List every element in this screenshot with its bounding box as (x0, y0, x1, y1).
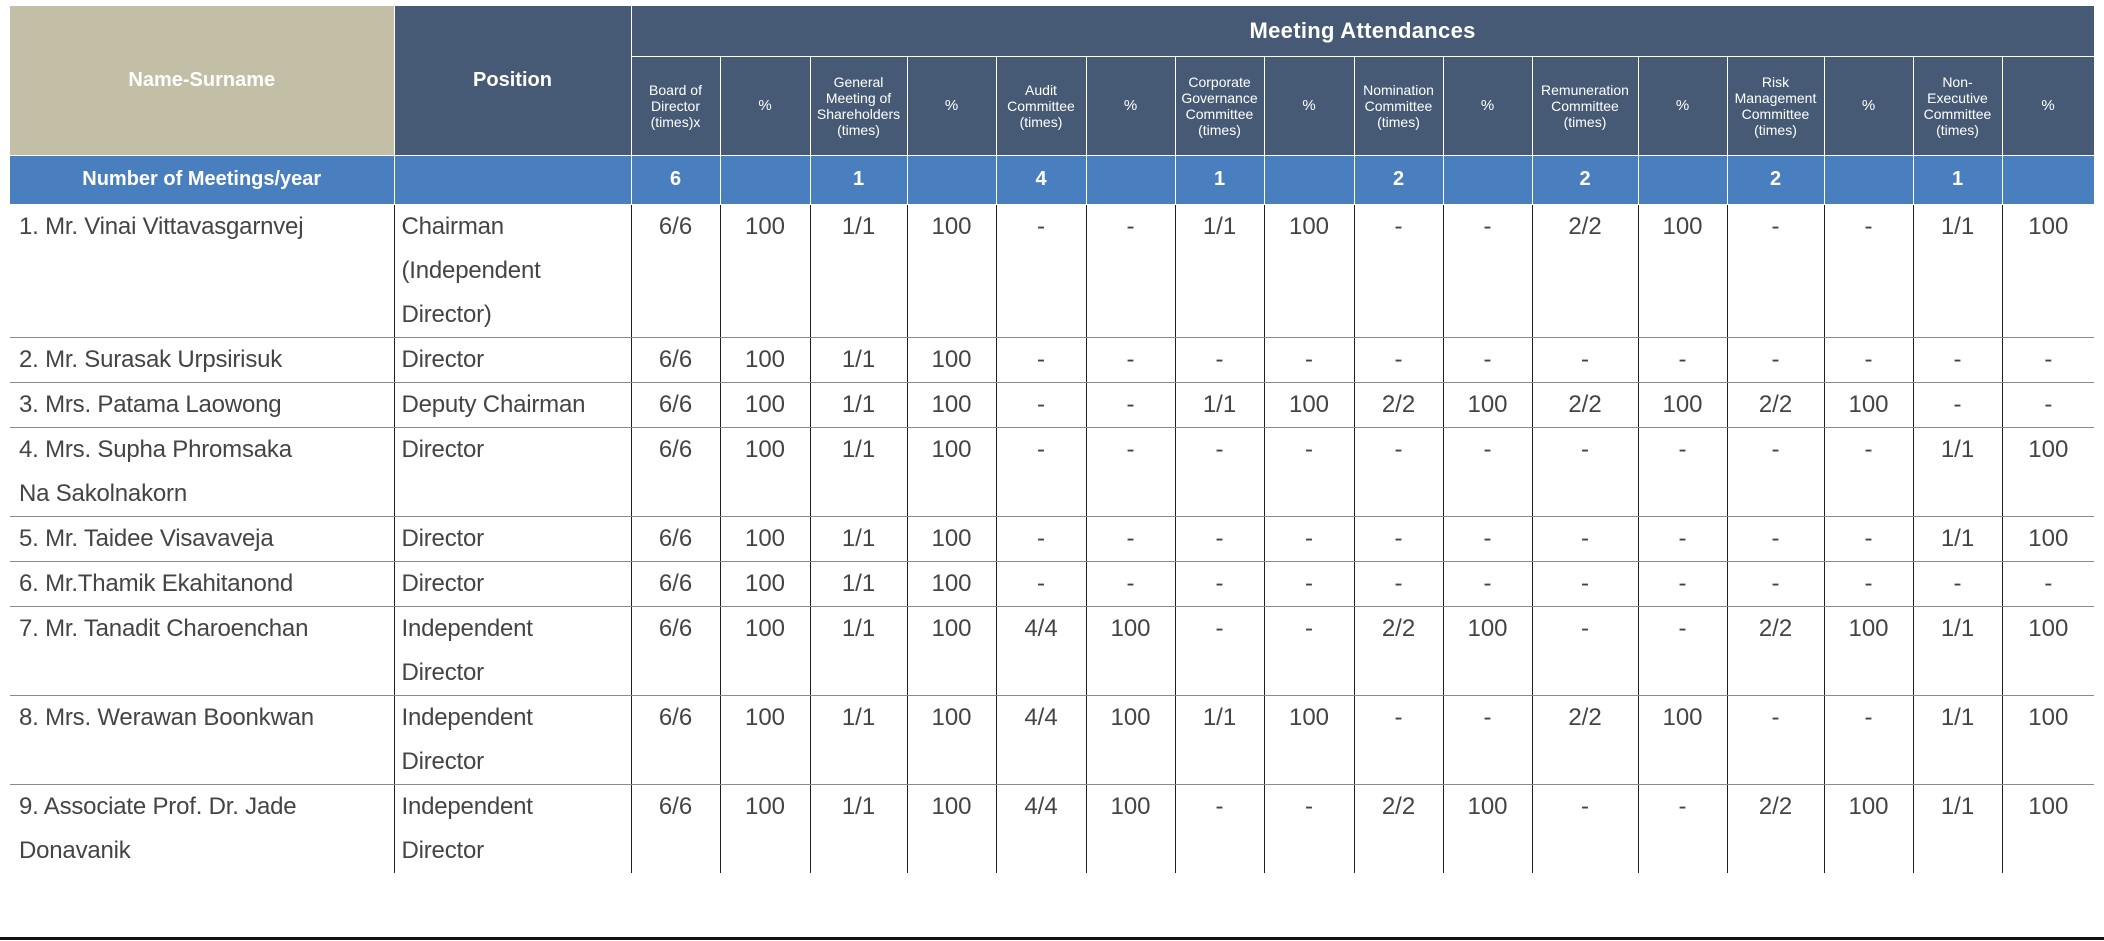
table-row (10, 695, 2094, 784)
column-header-board-pct: % (720, 56, 810, 155)
attendance-cell: 100 (720, 516, 810, 561)
attendance-cell: 100 (720, 204, 810, 337)
attendance-cell: - (1824, 427, 1913, 516)
director-position-line2: (Independent Director) (401, 256, 541, 328)
column-header-governance-pct: % (1264, 56, 1354, 155)
attendance-cell: - (1354, 516, 1443, 561)
attendance-cell: 100 (2002, 516, 2094, 561)
meetings-count: 6 (631, 155, 720, 204)
attendance-cell: 100 (1638, 382, 1727, 427)
director-position: Independent (401, 703, 533, 731)
meetings-count: 2 (1532, 155, 1638, 204)
attendance-cell: 6/6 (631, 337, 720, 382)
director-name-cell (10, 606, 394, 695)
director-name: 8. Mrs. Werawan Boonkwan (19, 703, 314, 731)
column-header-non-executive: Non-Executive Committee (times) (1913, 56, 2002, 155)
attendance-cell: 6/6 (631, 427, 720, 516)
attendance-cell: - (1532, 516, 1638, 561)
director-position: Director (401, 524, 484, 552)
column-header-risk-pct: % (1824, 56, 1913, 155)
attendance-cell: 2/2 (1354, 784, 1443, 873)
director-name-cell (10, 427, 394, 516)
attendance-cell: 100 (907, 337, 996, 382)
director-position: Director (401, 435, 484, 463)
attendance-cell: - (996, 561, 1086, 606)
attendance-cell: - (1175, 606, 1264, 695)
director-position-cell (394, 561, 631, 606)
attendance-cell: - (1086, 427, 1175, 516)
position-header: Position (394, 6, 631, 155)
attendance-cell: - (1086, 382, 1175, 427)
director-position-line2: Director (401, 658, 484, 686)
attendance-cell: - (1824, 204, 1913, 337)
attendance-cell: - (1638, 337, 1727, 382)
attendance-cell: 1/1 (1913, 204, 2002, 337)
attendance-cell: 100 (720, 427, 810, 516)
director-position: Director (401, 345, 484, 373)
column-header-remuneration-pct: % (1638, 56, 1727, 155)
table-row (10, 382, 2094, 427)
attendance-cell: - (1532, 337, 1638, 382)
attendance-cell: 2/2 (1532, 204, 1638, 337)
attendance-cell: - (996, 382, 1086, 427)
meetings-per-year-label: Number of Meetings/year (10, 155, 394, 204)
attendance-cell: - (1443, 516, 1532, 561)
director-name-cell (10, 695, 394, 784)
attendance-cell: - (1913, 561, 2002, 606)
director-position: Director (401, 569, 484, 597)
table-row (10, 784, 2094, 873)
director-name-cell (10, 337, 394, 382)
attendance-cell: 6/6 (631, 561, 720, 606)
attendance-cell: 100 (2002, 427, 2094, 516)
attendance-cell: 100 (1264, 204, 1354, 337)
attendance-cell: 1/1 (1913, 516, 2002, 561)
attendance-cell: - (1443, 561, 1532, 606)
attendance-cell: - (1086, 516, 1175, 561)
attendance-cell: 100 (2002, 695, 2094, 784)
meetings-count (907, 155, 996, 204)
table-row (10, 606, 2094, 695)
attendance-cell: - (1175, 427, 1264, 516)
attendance-cell: 2/2 (1532, 695, 1638, 784)
attendance-cell: - (996, 427, 1086, 516)
attendance-cell: - (1638, 784, 1727, 873)
director-position-line2: Director (401, 747, 484, 775)
attendance-cell: - (1086, 561, 1175, 606)
director-position-cell (394, 695, 631, 784)
director-name: 3. Mrs. Patama Laowong (19, 390, 282, 418)
meetings-per-year-position (394, 155, 631, 204)
attendance-cell: 100 (1443, 382, 1532, 427)
director-name-line2: Na Sakolnakorn (19, 479, 187, 507)
attendance-cell: 4/4 (996, 784, 1086, 873)
column-header-board: Board of Director (times)x (631, 56, 720, 155)
attendance-cell: - (1727, 561, 1824, 606)
attendance-cell: - (1638, 606, 1727, 695)
attendance-cell: - (1913, 382, 2002, 427)
director-position: Independent (401, 792, 533, 820)
attendance-cell: 1/1 (810, 427, 907, 516)
director-name-cell (10, 561, 394, 606)
director-position-cell (394, 337, 631, 382)
attendance-cell: - (1824, 561, 1913, 606)
attendance-cell: 100 (907, 204, 996, 337)
meetings-count (1638, 155, 1727, 204)
attendance-cell: 100 (720, 337, 810, 382)
attendance-cell: - (996, 516, 1086, 561)
attendance-cell: 1/1 (810, 337, 907, 382)
table-row (10, 337, 2094, 382)
attendance-cell: 1/1 (810, 606, 907, 695)
director-position-cell (394, 784, 631, 873)
director-position-cell (394, 382, 631, 427)
attendance-cell: 1/1 (1175, 695, 1264, 784)
director-rows (10, 204, 2094, 873)
attendance-cell: 4/4 (996, 695, 1086, 784)
column-header-risk: Risk Management Committee (times) (1727, 56, 1824, 155)
attendance-cell: 100 (907, 784, 996, 873)
table-row (10, 204, 2094, 337)
attendance-cell: 1/1 (810, 561, 907, 606)
meetings-count (2002, 155, 2094, 204)
attendance-cell: - (1443, 204, 1532, 337)
meetings-count: 1 (810, 155, 907, 204)
attendance-cell: - (1727, 427, 1824, 516)
column-header-nomination-pct: % (1443, 56, 1532, 155)
attendance-cell: 1/1 (1913, 427, 2002, 516)
attendance-cell: - (1175, 516, 1264, 561)
attendance-cell: - (1086, 204, 1175, 337)
attendance-cell: - (1638, 561, 1727, 606)
attendance-cell: - (1638, 427, 1727, 516)
attendance-cell: 6/6 (631, 204, 720, 337)
meetings-count: 1 (1913, 155, 2002, 204)
attendance-cell: 100 (907, 695, 996, 784)
director-name-cell (10, 382, 394, 427)
attendance-cell: - (1175, 337, 1264, 382)
column-header-audit-pct: % (1086, 56, 1175, 155)
name-surname-header: Name-Surname (10, 6, 394, 155)
meeting-attendance-table (10, 6, 2095, 873)
attendance-cell: 1/1 (810, 516, 907, 561)
attendance-cell: 100 (2002, 784, 2094, 873)
attendance-cell: - (1264, 516, 1354, 561)
meetings-count: 1 (1175, 155, 1264, 204)
attendance-cell: 1/1 (810, 204, 907, 337)
attendance-cell: 6/6 (631, 695, 720, 784)
attendance-cell: - (1354, 695, 1443, 784)
attendance-cell: 1/1 (1913, 606, 2002, 695)
attendance-cell: 100 (2002, 204, 2094, 337)
attendance-cell: 6/6 (631, 784, 720, 873)
attendance-cell: 2/2 (1727, 606, 1824, 695)
director-name: 5. Mr. Taidee Visavaveja (19, 524, 274, 552)
director-name: 4. Mrs. Supha Phromsaka (19, 435, 292, 463)
attendance-cell: 100 (1086, 695, 1175, 784)
attendance-cell: 100 (1824, 784, 1913, 873)
meetings-count: 2 (1354, 155, 1443, 204)
attendance-cell: 100 (1443, 606, 1532, 695)
director-position-cell (394, 606, 631, 695)
director-position-cell (394, 516, 631, 561)
attendance-cell: - (1824, 516, 1913, 561)
attendance-cell: 100 (1264, 695, 1354, 784)
director-name: 1. Mr. Vinai Vittavasgarnvej (19, 212, 304, 240)
column-header-nomination: Nomination Committee (times) (1354, 56, 1443, 155)
attendance-cell: - (1354, 337, 1443, 382)
attendance-cell: 6/6 (631, 516, 720, 561)
meetings-count (1824, 155, 1913, 204)
director-name: 9. Associate Prof. Dr. Jade Donavanik (19, 792, 297, 864)
attendance-cell: - (1727, 204, 1824, 337)
attendance-cell: - (2002, 337, 2094, 382)
director-name: 7. Mr. Tanadit Charoenchan (19, 614, 309, 642)
meetings-count (1443, 155, 1532, 204)
attendance-cell: 100 (907, 427, 996, 516)
attendance-cell: - (1354, 427, 1443, 516)
attendance-cell: - (1443, 337, 1532, 382)
director-position-line2: Director (401, 836, 484, 864)
attendance-cell: - (1264, 606, 1354, 695)
attendance-cell: 100 (1824, 382, 1913, 427)
meetings-count (1086, 155, 1175, 204)
director-position-cell (394, 427, 631, 516)
attendance-cell: 2/2 (1532, 382, 1638, 427)
attendance-cell: - (1175, 561, 1264, 606)
attendance-cell: 100 (907, 561, 996, 606)
attendance-table-container (10, 6, 2095, 873)
attendance-cell: 100 (907, 516, 996, 561)
attendance-cell: 100 (907, 382, 996, 427)
attendance-cell: - (1175, 784, 1264, 873)
attendance-cell: 2/2 (1354, 606, 1443, 695)
attendance-cell: 1/1 (810, 784, 907, 873)
attendance-cell: 100 (720, 784, 810, 873)
attendance-cell: - (1354, 561, 1443, 606)
attendance-cell: - (1727, 695, 1824, 784)
attendance-cell: - (1913, 337, 2002, 382)
attendance-cell: 100 (1638, 204, 1727, 337)
attendance-cell: - (1824, 337, 1913, 382)
director-position-cell (394, 204, 631, 337)
meeting-attendances-header: Meeting Attendances (631, 6, 2094, 56)
table-row (10, 516, 2094, 561)
director-position: Chairman (401, 212, 504, 240)
table-row (10, 561, 2094, 606)
attendance-cell: 1/1 (1175, 204, 1264, 337)
attendance-cell: 100 (2002, 606, 2094, 695)
attendance-cell: 100 (907, 606, 996, 695)
director-name-cell (10, 204, 394, 337)
attendance-cell: 4/4 (996, 606, 1086, 695)
attendance-cell: 2/2 (1727, 784, 1824, 873)
attendance-cell: 100 (720, 606, 810, 695)
attendance-cell: 1/1 (1175, 382, 1264, 427)
attendance-cell: - (1532, 784, 1638, 873)
column-header-remuneration: Remuneration Committee (times) (1532, 56, 1638, 155)
attendance-cell: - (1443, 427, 1532, 516)
attendance-cell: 100 (1638, 695, 1727, 784)
director-position: Deputy Chairman (401, 390, 586, 418)
column-header-agm-pct: % (907, 56, 996, 155)
attendance-cell: - (1354, 204, 1443, 337)
bottom-rule (0, 937, 2104, 940)
attendance-cell: 1/1 (1913, 784, 2002, 873)
attendance-cell: 100 (720, 382, 810, 427)
attendance-cell: - (2002, 382, 2094, 427)
attendance-cell: - (1824, 695, 1913, 784)
attendance-cell: 6/6 (631, 606, 720, 695)
attendance-cell: - (1532, 561, 1638, 606)
attendance-cell: - (1264, 427, 1354, 516)
director-position: Independent (401, 614, 533, 642)
attendance-cell: - (1443, 695, 1532, 784)
meetings-per-year-row (10, 155, 2094, 204)
attendance-cell: - (996, 337, 1086, 382)
attendance-cell: 100 (1086, 784, 1175, 873)
meetings-count (1264, 155, 1354, 204)
meetings-count: 2 (1727, 155, 1824, 204)
column-header-audit: Audit Committee (times) (996, 56, 1086, 155)
director-name: 6. Mr.Thamik Ekahitanond (19, 569, 294, 597)
attendance-cell: - (2002, 561, 2094, 606)
attendance-cell: 100 (1264, 382, 1354, 427)
attendance-cell: 2/2 (1354, 382, 1443, 427)
column-header-agm: General Meeting of Shareholders (times) (810, 56, 907, 155)
attendance-cell: - (1638, 516, 1727, 561)
attendance-cell: 100 (1443, 784, 1532, 873)
attendance-cell: 2/2 (1727, 382, 1824, 427)
column-header-non-executive-pct: % (2002, 56, 2094, 155)
meetings-count: 4 (996, 155, 1086, 204)
director-name-cell (10, 784, 394, 873)
attendance-cell: - (1086, 337, 1175, 382)
director-name: 2. Mr. Surasak Urpsirisuk (19, 345, 283, 373)
attendance-cell: 1/1 (810, 382, 907, 427)
attendance-cell: - (1264, 337, 1354, 382)
table-row (10, 427, 2094, 516)
meetings-count (720, 155, 810, 204)
attendance-cell: 100 (1086, 606, 1175, 695)
attendance-cell: 100 (720, 695, 810, 784)
column-header-governance: Corporate Governance Committee (times) (1175, 56, 1264, 155)
attendance-cell: - (1727, 516, 1824, 561)
director-name-cell (10, 516, 394, 561)
attendance-cell: - (1264, 784, 1354, 873)
attendance-cell: 1/1 (1913, 695, 2002, 784)
attendance-cell: 100 (1824, 606, 1913, 695)
attendance-cell: 100 (720, 561, 810, 606)
attendance-cell: 1/1 (810, 695, 907, 784)
attendance-cell: - (1264, 561, 1354, 606)
attendance-cell: - (996, 204, 1086, 337)
attendance-cell: 6/6 (631, 382, 720, 427)
attendance-cell: - (1727, 337, 1824, 382)
attendance-cell: - (1532, 606, 1638, 695)
attendance-cell: - (1532, 427, 1638, 516)
